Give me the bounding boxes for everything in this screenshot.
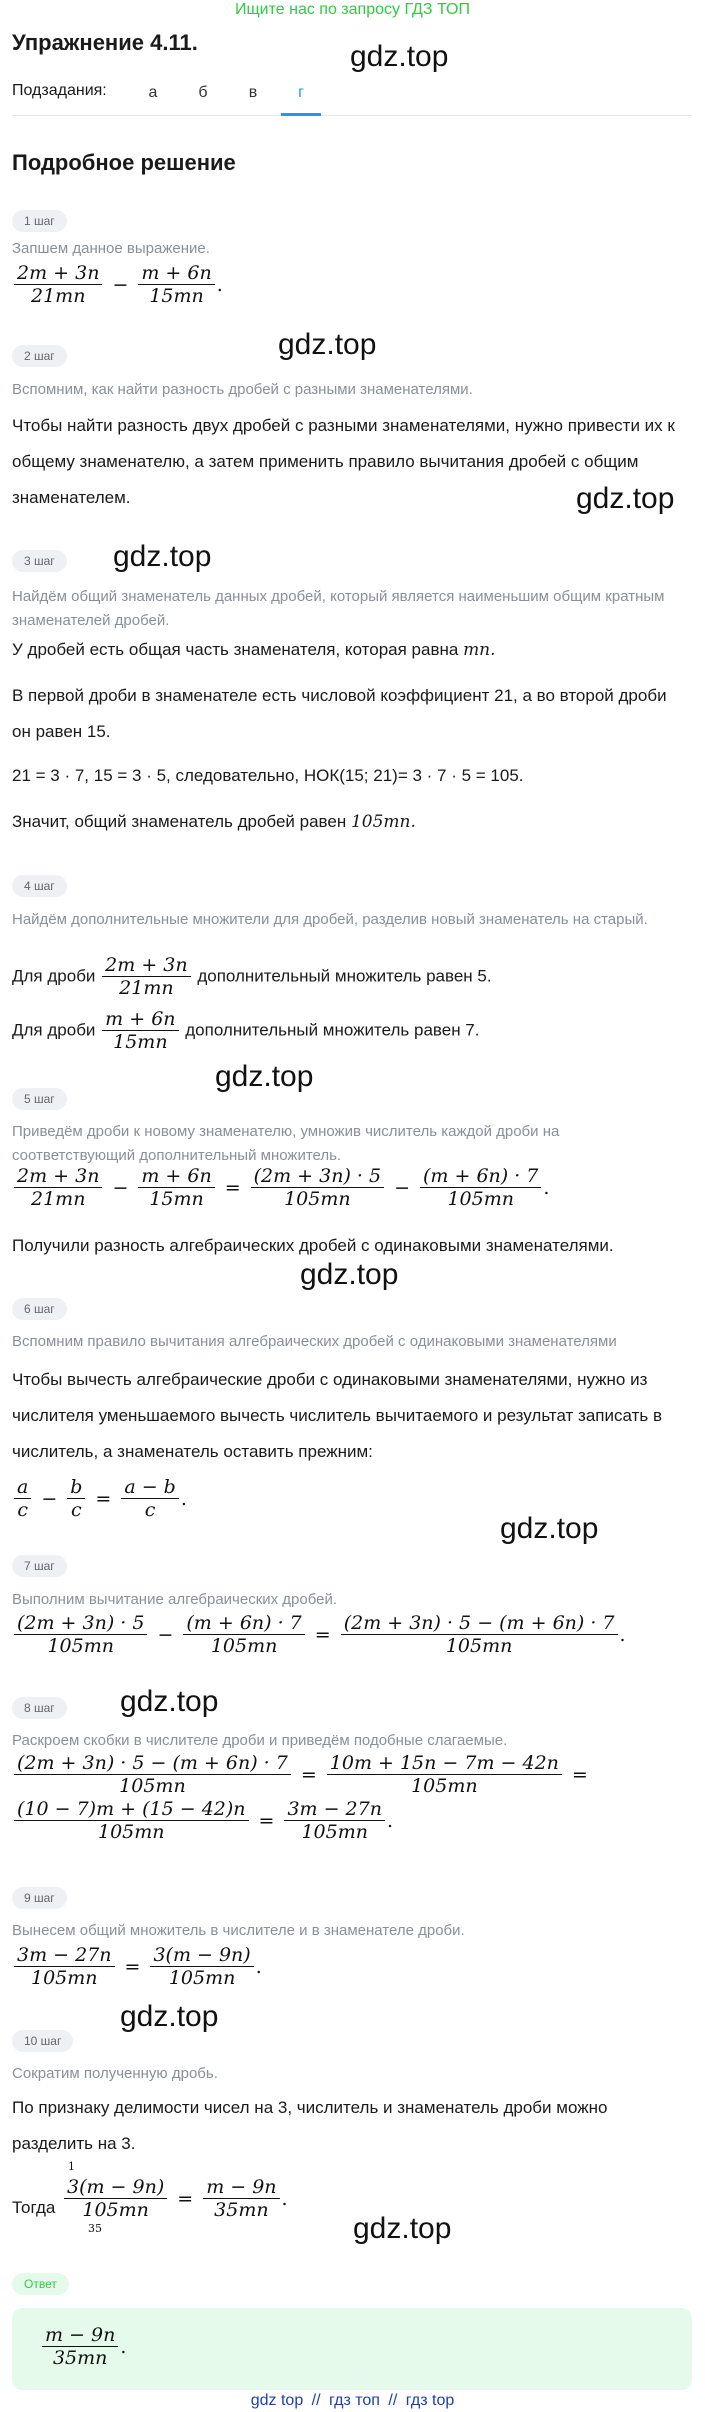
fraction: $\frac{m + 6n}{15mn}$ <box>102 1008 178 1053</box>
step-text: Чтобы найти разность двух дробей с разными знаменателями, нужно привести их к общему знаменателю, а затем применить правило вычитания дробей с общим знаменателем. <box>12 416 675 507</box>
answer-box <box>12 2308 692 2390</box>
step-badge: 8 шаг <box>12 1697 67 1719</box>
watermark: gdz.top <box>576 482 675 515</box>
formula-step8a: $\frac{(2m + 3n) \cdot 5 - (m + 6n) \cdot 7}{105mn}$ = $\frac{10m + 15n - 7m - 42n}{105mn}$ = <box>12 1752 596 1797</box>
step-note: Раскроем скобки в числителе дроби и приведём подобные слагаемые. <box>12 1732 508 1749</box>
step-badge: 7 шаг <box>12 1555 67 1577</box>
formula-step8b: $\frac{(10 - 7)m + (15 - 42)n}{105mn}$ = $\frac{3m - 27n}{105mn}$ . <box>12 1798 393 1843</box>
step-note: Найдём общий знаменатель данных дробей, который является наименьшим общим кратным знаменателей дробей. <box>12 588 665 629</box>
step-note: Вспомним правило вычитания алгебраических дробей с одинаковыми знаменателями <box>12 1333 617 1350</box>
footer-separator: // <box>388 2392 398 2409</box>
cancel-result: 35 <box>88 2222 102 2235</box>
formula-step7: $\frac{(2m + 3n) \cdot 5}{105mn}$ − $\frac{(m + 6n) \cdot 7}{105mn}$ = $\frac{(2m + 3n) \cdot 5 - (m + 6n) \cdot 7}{105mn}$ . <box>12 1612 626 1657</box>
answer-formula: $\frac{m - 9n}{35mn}$ . <box>40 2324 126 2369</box>
watermark: gdz.top <box>300 1258 399 1291</box>
subtasks-label: Подзадания: <box>12 82 107 99</box>
active-tab-indicator <box>281 113 321 116</box>
watermark: gdz.top <box>120 1685 219 1718</box>
footer-separator: // <box>311 2392 321 2409</box>
fraction: 1 3(m − 9n) 105mn 35 <box>64 2176 167 2221</box>
footer-link[interactable]: gdz top <box>250 2392 304 2409</box>
formula-step5: $\frac{2m + 3n}{21mn}$ − $\frac{m + 6n}{15mn}$ = $\frac{(2m + 3n) \cdot 5}{105mn}$ − $\frac{(m + 6n) \cdot 7}{105mn}$ . <box>12 1165 549 1210</box>
step-text: Тогда <box>12 2198 56 2217</box>
bottom-links <box>0 2392 705 2410</box>
tabs-divider <box>12 115 692 116</box>
page-title: Упражнение 4.11. <box>12 30 198 55</box>
watermark: gdz.top <box>215 1060 314 1093</box>
step-text: 21 = 3 · 7, 15 = 3 · 5, следовательно, НОК(15; 21)= 3 · 7 · 5 = 105. <box>12 766 524 785</box>
formula-step9: $\frac{3m - 27n}{105mn}$ = $\frac{3(m - 9n)}{105mn}$ . <box>12 1944 262 1989</box>
footer-link[interactable]: гдз top <box>405 2392 455 2409</box>
fraction: $\frac{2m + 3n}{21mn}$ <box>102 954 190 999</box>
step-note: Выполним вычитание алгебраических дробей. <box>12 1591 338 1608</box>
step-text: Чтобы вычесть алгебраические дроби с одинаковыми знаменателями, нужно из числителя уменьшаемого вычесть числитель вычитаемого и результат записать в числитель, а знаменатель оставить прежним: <box>12 1370 662 1461</box>
fraction: $\frac{2m + 3n}{21mn}$ <box>14 262 102 307</box>
step-text: Для дроби $\frac{m + 6n}{15mn}$ дополнительный множитель равен 7. <box>12 1008 480 1053</box>
step-badge: 10 шаг <box>12 2030 73 2052</box>
section-title: Подробное решение <box>12 150 236 175</box>
step-text: Значит, общий знаменатель дробей равен 105mn. <box>12 812 416 832</box>
step-badge: 6 шаг <box>12 1298 67 1320</box>
formula-step1: $\frac{2m + 3n}{21mn}$ − $\frac{m + 6n}{15mn}$ . <box>12 262 223 307</box>
tab-b[interactable]: б <box>198 84 208 101</box>
tab-v[interactable]: в <box>248 84 258 101</box>
formula-rule: $\frac{a}{c}$ − $\frac{b}{c}$ = $\frac{a - b}{c}$ . <box>12 1476 187 1521</box>
step-text: У дробей есть общая часть знаменателя, которая равна mn. <box>12 640 496 660</box>
answer-badge: Ответ <box>12 2273 69 2295</box>
watermark: gdz.top <box>120 2000 219 2033</box>
step-text: В первой дроби в знаменателе есть числовой коэффициент 21, а во второй дроби он равен 15. <box>12 686 667 741</box>
watermark: gdz.top <box>350 40 449 73</box>
step-badge: 1 шаг <box>12 210 67 232</box>
step-note: Приведём дроби к новому знаменателю, умножив числитель каждой дроби на соответствующий дополнительный множитель. <box>12 1123 560 1164</box>
tab-a[interactable]: а <box>148 84 158 101</box>
step-note: Запшем данное выражение. <box>12 240 210 257</box>
step-text: Получили разность алгебраических дробей с одинаковыми знаменателями. <box>12 1236 614 1255</box>
step-text: По признаку делимости чисел на 3, числитель и знаменатель дроби можно разделить на 3. <box>12 2098 608 2153</box>
step-badge: 5 шаг <box>12 1088 67 1110</box>
cancel-result: 1 <box>68 2160 75 2173</box>
tab-g[interactable]: г <box>298 84 304 101</box>
watermark: gdz.top <box>353 2212 452 2245</box>
watermark: gdz.top <box>500 1512 599 1545</box>
step-badge: 2 шаг <box>12 345 67 367</box>
step-note: Найдём дополнительные множители для дробей, разделив новый знаменатель на старый. <box>12 911 648 928</box>
step-badge: 9 шаг <box>12 1887 67 1909</box>
step-note: Сократим полученную дробь. <box>12 2065 218 2082</box>
step-text: Для дроби $\frac{2m + 3n}{21mn}$ дополнительный множитель равен 5. <box>12 954 492 999</box>
step-note: Вспомним, как найти разность дробей с разными знаменателями. <box>12 381 473 398</box>
step-badge: 3 шаг <box>12 550 67 572</box>
fraction: $\frac{m + 6n}{15mn}$ <box>138 262 214 307</box>
formula-step10: 1 3(m − 9n) 105mn 35 = $\frac{m - 9n}{35mn}$ . <box>62 2176 288 2221</box>
step-note: Вынесем общий множитель в числителе и в знаменателе дроби. <box>12 1922 465 1939</box>
footer-link[interactable]: гдз топ <box>329 2392 380 2409</box>
top-banner[interactable]: Ищите нас по запросу ГДЗ ТОП <box>235 1 470 18</box>
watermark: gdz.top <box>278 328 377 361</box>
watermark: gdz.top <box>113 540 212 573</box>
step-badge: 4 шаг <box>12 875 67 897</box>
